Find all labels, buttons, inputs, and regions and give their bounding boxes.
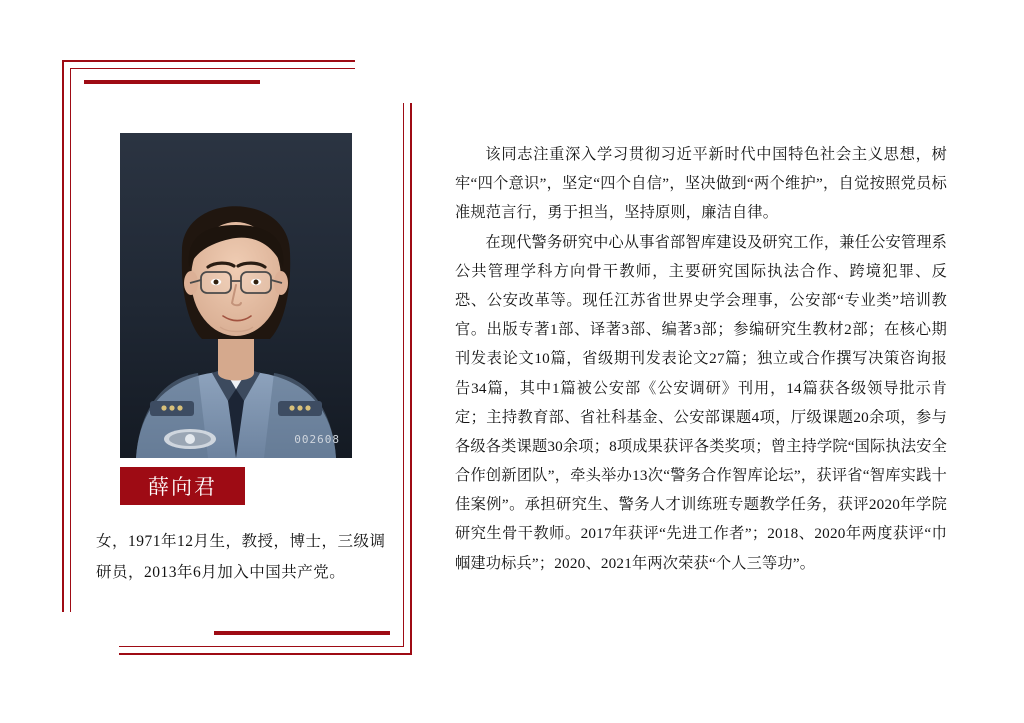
biography-paragraph: 该同志注重深入学习贯彻习近平新时代中国特色社会主义思想，树牢“四个意识”，坚定“四个自信”，坚决做到“两个维护”，自觉按照党员标准规范言行，勇于担当，坚持原则，廉洁自律。 [455,146,947,222]
profile-card [62,60,412,655]
portrait-illustration [120,133,352,458]
accent-bar-top [84,80,260,84]
portrait-photo [120,133,352,458]
biography-text-column [455,140,947,578]
corner-notch-top-right [355,57,415,103]
profile-name: 薛向君 [120,467,245,505]
accent-bar-bottom [214,631,390,635]
corner-notch-bottom-left [59,612,119,658]
profile-bio: 女，1971年12月生，教授，博士，三级调研员，2013年6月加入中国共产党。 [96,533,386,581]
biography-paragraph: 在现代警务研究中心从事省部智库建设及研究工作，兼任公安管理系公共管理学科方向骨干教师，主要研究国际执法合作、跨境犯罪、反恐、公安改革等。现任江苏省世界史学会理事，公安部“专业类”培训教官。出版专著1部、译著3部、编著3部；参编研究生教材2部；在核心期刊发表论文10篇，省级期刊发表论文27篇；独立或合作撰写决策咨询报告34篇，其中1篇被公安部《公安调研》刊用，14篇获各级领导批示肯定；主持教育部、省社科基金、公安部课题4项，厅级课题20余项，参与各级各类课题30余项；8项成果获评各类奖项；曾主持学院“国际执法安全合作创新团队”，牵头举办13次“警务合作智库论坛”，获评省“智库实践十佳案例”。承担研究生、警务人才训练班专题教学任务，获评2020年学院研究生骨干教师。2017年获评“先进工作者”；2018、2020年两度获评“巾帼建功标兵”；2020、2021年两次荣获“个人三等功”。 [455,233,948,572]
photo-id-number: 002608 [294,433,340,446]
